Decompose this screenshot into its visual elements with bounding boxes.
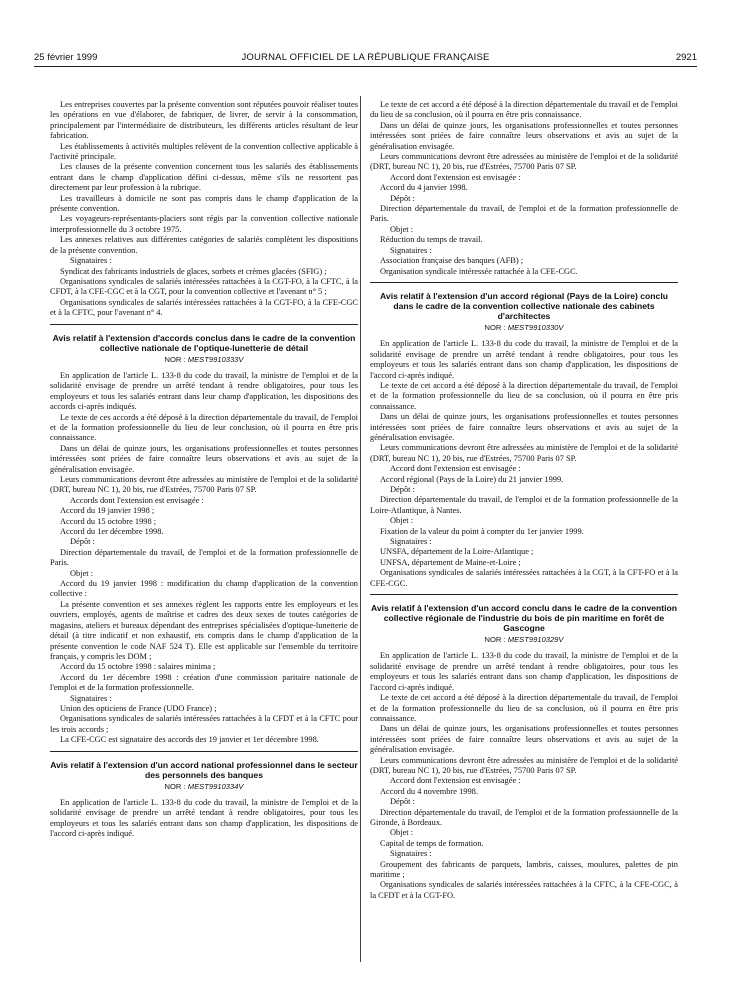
paragraph: Dans un délai de quinze jours, les organisations professionnelles et toutes personnes intéressées sont priées de faire connaître leurs observations et avis au sujet de la généralisation envisagée. [50,443,358,474]
paragraph: Le texte de cet accord a été déposé à la direction départementale du travail et de l'emploi du lieu de sa conclusion, où il pourra en être pris connaissance. [370,100,678,120]
list-item: Association française des banques (AFB) ; [380,256,524,266]
paragraph: Organisations syndicales de salariés intéressées rattachées à la CGT-FO, à la CFTC, à la CFDT, à la CFE-CGC et à la CGT, pour la convention collective et l'avenant n° 5 ; [50,276,358,297]
paragraph: Les annexes relatives aux différentes catégories de salariés complètent les dispositions de la présente convention. [50,235,358,255]
paragraph: Fixation de la valeur du point à compter du 1er janvier 1999. [380,526,584,536]
list-item: Organisations syndicales de salariés intéressées rattachées à la CGT, à la CFT-FO et à la CFE-CGC. [370,568,678,588]
accord-label: Accord dont l'extension est envisagée : [390,776,521,786]
list-item: Accord du 19 janvier 1998 ; [60,506,155,516]
header-date: 25 février 1999 [34,52,98,63]
depot-label: Dépôt : [390,485,415,494]
paragraph: Dans un délai de quinze jours, les organisations professionnelles et toutes personnes intéressées sont priées de faire connaître leurs observations et avis au sujet de la généralisation envisagée. [370,120,678,151]
list-item: Accord du 4 janvier 1998. [380,183,468,193]
paragraph: Les établissements à activités multiples relèvent de la convention collective applicable à l'activité principale. [50,141,358,162]
paragraph: Le texte de ces accords a été déposé à la direction départementale du travail, de l'emploi et de la formation professionnelle du lieu de leur conclusion, où il pourra en être pris connaissance. [50,412,358,443]
nor-reference: NOR : MESТ9910329V [484,635,564,645]
paragraph: Accord du 15 octobre 1998 : salaires minima ; [60,662,216,672]
notice-title: Avis relatif à l'extension d'un accord conclu dans le cadre de la convention collective régionale de l'industrie du bois de pin maritime en forêt de Gascogne [370,603,678,634]
paragraph: Les voyageurs-représentants-placiers sont régis par la convention collective nationale interprofessionnelle du 3 octobre 1975. [50,214,358,234]
paragraph: Le texte de cet accord a été déposé à la direction départementale du travail, de l'emploi et de la formation professionnelle du lieu de sa conclusion, où il pourra en être pris connaissance. [370,380,678,411]
list-item: Organisation syndicale intéressée rattachée à la CFE-CGC. [380,266,578,276]
list-item: La CFE-CGC est signataire des accords des 19 janvier et 1er décembre 1998. [60,735,319,745]
depot-label: Dépôt : [390,193,415,203]
paragraph: Leurs communications devront être adressées au ministère de l'emploi et de la solidarité (DRT, bureau NC 1), 20 bis, rue d'Estrées, 75700 Paris 07 SP. [370,755,678,775]
paragraph: En application de l'article L. 133-8 du code du travail, la ministre de l'emploi et de la solidarité envisage de prendre un arrêté tendant à rendre obligatoires, pour tous les employeurs et tous les salariés entrant dans son champ d'application, les dispositions de l'accord ci-après indiqué. [50,797,358,839]
section-rule [370,282,678,283]
paragraph: En application de l'article L. 133-8 du code du travail, la ministre de l'emploi et de la solidarité envisage de prendre un arrêté tendant à rendre obligatoires, pour tous les employeurs et tous les salariés entrant dans son champ d'application, les dispositions de l'accord ci-après indiqué. [370,651,678,692]
accords-label: Accords dont l'extension est envisagée : [70,495,204,505]
signataires-label: Signataires : [390,849,432,859]
list-item: Accord régional (Pays de la Loire) du 21 janvier 1999. [380,474,564,484]
paragraph: Leurs communications devront être adressées au ministère de l'emploi et de la solidarité (DRT, bureau NC 1), 20 bis, rue d'Estrées, 75700 Paris 07 SP. [370,152,678,172]
paragraph: En application de l'article L. 133-8 du code du travail, la ministre de l'emploi et de la solidarité envisage de prendre un arrêté tendant à rendre obligatoires, pour tous les employeurs et tous les salariés entrant dans leur champ d'application, les dispositions des accords ci-après indiqués. [50,370,358,412]
paragraph: La présente convention et ses annexes règlent les rapports entre les employeurs et les ouvriers, employés, agents de maîtrise et cadres des deux sexes de toutes catégories de magasins, ateliers et bureaux dépendant des entreprises spécialisées d'optique-lunetterie de détail (à titre indicatif et non exhaustif, ets compris dans le champ d'application de la présente convention le code NAF 524 T). Elle est applicable sur l'ensemble du territoire français, y compris les DOM ; [50,599,358,661]
signataires-label: Signataires : [70,256,112,266]
paragraph: Capital de temps de formation. [380,838,484,848]
depot-label: Dépôt : [390,797,415,807]
nor-reference: NOR : MESТ9910334V [164,781,244,791]
list-item: Accord du 4 novembre 1998. [380,786,478,796]
paragraph: Leurs communications devront être adressées au ministère de l'emploi et de la solidarité (DRT, bureau NC 1), 20 bis, rue d'Estrées, 75700 Paris 07 SP. [50,475,358,495]
paragraph: Le texte de cet accord a été déposé à la direction départementale du travail, de l'emploi et de la formation professionnelle du lieu de sa conclusion, où il pourra en être pris connaissance. [370,693,678,723]
notice-title: Avis relatif à l'extension d'accords conclus dans le cadre de la convention collective nationale de l'optique-lunetterie de détail [52,332,356,353]
notice-title: Avis relatif à l'extension d'un accord régional (Pays de la Loire) conclu dans le cadre de la convention collective nationale des cabinets d'architectes [380,290,668,321]
section-rule [370,594,678,595]
paragraph: Accord du 19 janvier 1998 : modification du champ d'application de la convention collective : [50,579,358,599]
objet-label: Objet : [70,568,94,578]
objet-label: Objet : [390,516,414,526]
paragraph: En application de l'article L. 133-8 du code du travail, la ministre de l'emploi et de la solidarité envisage de prendre un arrêté tendant à rendre obligatoires, pour tous les employeurs et tous les salariés entrant dans son champ d'application, les dispositions de l'accord ci-après indiqué. [370,339,678,380]
notice-title: Avis relatif à l'extension d'un accord national professionnel dans le secteur des personnels des banques [50,759,358,780]
paragraph: Dans un délai de quinze jours, les organisations professionnelles et toutes personnes intéressées sont priées de faire connaître leurs observations et avis au sujet de la généralisation envisagée. [370,724,678,755]
list-item: Groupement des fabricants de parquets, lambris, caisses, moulures, palettes de pin maritime ; [370,859,678,879]
paragraph: Direction départementale du travail, de l'emploi et de la formation professionnelle de la Gironde, à Bordeaux. [370,807,678,827]
paragraph: Réduction du temps de travail. [380,235,483,245]
page-number: 2921 [675,52,697,63]
paragraph: Direction départementale du travail, de l'emploi et de la formation professionnelle de Paris. [50,547,358,568]
list-item: Organisations syndicales de salariés intéressées rattachées à la CFTC, à la CFE-CGC, à la CFDT et à la CGT-FO. [370,880,678,900]
signataires-label: Signataires : [390,537,432,547]
paragraph: Dans un délai de quinze jours, les organisations professionnelles et toutes personnes intéressées sont priées de faire connaître leurs observations et avis au sujet de la généralisation envisagée. [370,412,678,442]
signataires-label: Signataires : [70,693,112,703]
list-item: Accord du 15 octobre 1998 ; [60,516,157,526]
depot-label: Dépôt : [70,537,95,547]
signataires-label: Signataires : [390,245,432,255]
objet-label: Objet : [390,828,414,838]
nor-reference: NOR : MESТ9910333V [164,354,244,364]
paragraph: Les entreprises couvertes par la présente convention sont réputées pouvoir réaliser toutes les opérations en vue d'élaborer, de fabriquer, de livrer, de servir à la consommation, principalement par l'intermédiaire de distributeurs, les différents articles résultant de leur fabrication. [50,100,358,141]
list-item: Union des opticiens de France (UDO France) ; [60,703,217,713]
paragraph: Les clauses de la présente convention concernent tous les salariés des établissements entrant dans le champ d'application défini ci-dessus, même s'ils ne ressortent pas directement par leur profession à la rubrique. [50,162,358,193]
page-header [34,52,697,66]
column-divider [360,96,361,962]
list-item: UNFSA, département de Maine-et-Loire ; [380,557,521,567]
accord-label: Accord dont l'extension est envisagée : [390,172,521,182]
list-item: UNSFA, département de la Loire-Atlantique ; [380,547,534,557]
objet-label: Objet : [390,224,414,234]
nor-reference: NOR : MESТ9910330V [484,322,564,332]
section-rule [50,751,358,752]
journal-title: JOURNAL OFFICIEL DE LA RÉPUBLIQUE FRANÇAISE [241,52,490,63]
paragraph: Syndicat des fabricants industriels de glaces, sorbets et crèmes glacées (SFIG) ; [60,266,327,276]
left-column [50,100,358,840]
paragraph: Accord du 1er décembre 1998 : création d'une commission paritaire nationale de l'emploi et de la formation professionnelle. [50,672,358,693]
section-rule [50,324,358,325]
paragraph: Les travailleurs à domicile ne sont pas compris dans le champ d'application de la présente convention. [50,193,358,214]
paragraph: Organisations syndicales de salariés intéressées rattachées à la CGT-FO, à la CFE-CGC et à la CFTC, pour l'avenant n° 4. [50,297,358,318]
list-item: Organisations syndicales de salariés intéressées rattachées à la CFDT et à la CFTC pour les trois accords ; [50,714,358,734]
list-item: Accord du 1er décembre 1998. [60,527,164,537]
paragraph: Leurs communications devront être adressées au ministère de l'emploi et de la solidarité (DRT, bureau NC 1), 20 bis, rue d'Estrées, 75700 Paris 07 SP. [370,443,678,463]
right-column [370,100,678,901]
accord-label: Accord dont l'extension est envisagée : [390,464,521,474]
paragraph: Direction départementale du travail, de l'emploi et de la formation professionnelle de la Loire-Atlantique, à Nantes. [370,495,678,515]
paragraph: Direction départementale du travail, de l'emploi et de la formation professionnelle de Paris. [370,204,678,224]
header-rule [34,66,697,67]
